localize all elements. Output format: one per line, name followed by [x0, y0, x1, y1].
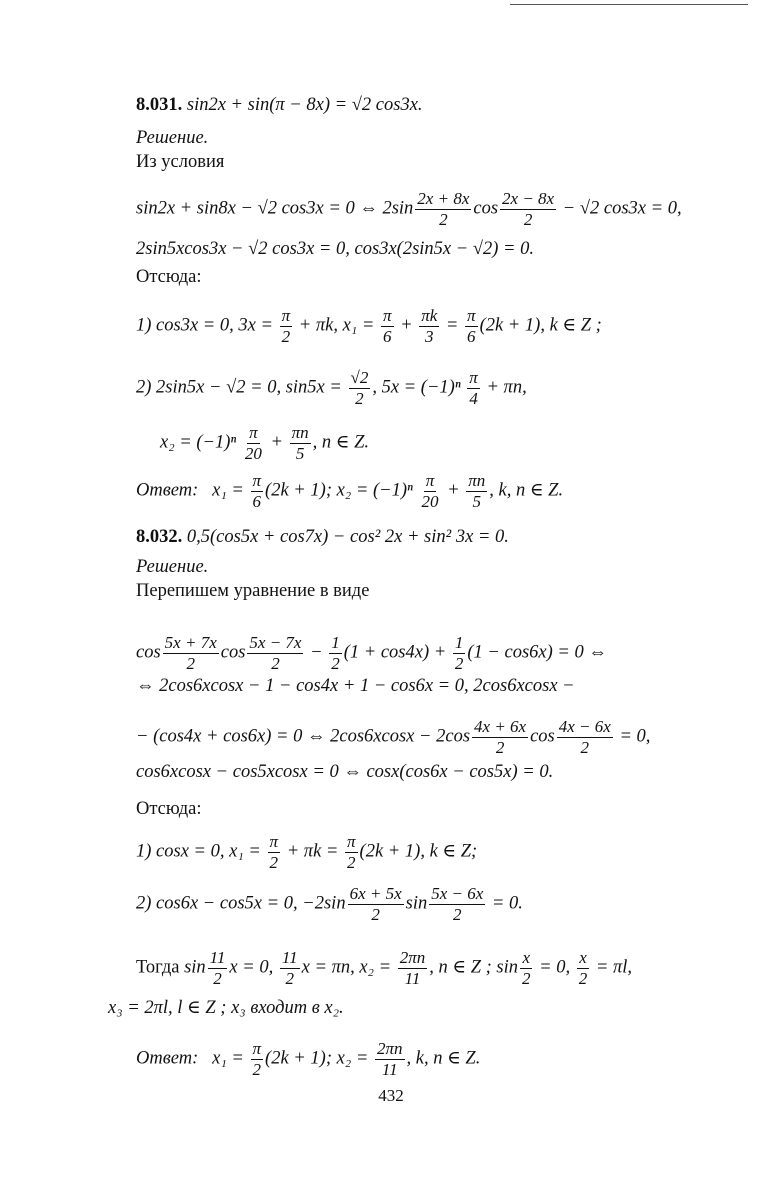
then-line: Тогда sin $\frac{11}{2}$ x = 0, $\frac{11}{2}$ x = πn, x₂ = $\frac{2\pi n}{11}$ , n ∈ Z ; sin $\frac{x}{2}$ = 0, $\frac{x}{2}$ = πl, — [136, 948, 632, 988]
x3-line: x₃ = 2πl, l ∈ Z ; x₃ входит в x₂. — [108, 998, 344, 1018]
page-number: 432 — [378, 1086, 404, 1105]
equation-line: − (cos4x + cos6x) = 0 ⇔ 2cos6xcosx − 2cos $\frac{4x + 6x}{2}$ cos $\frac{4x - 6x}{2}$ = 0, — [136, 717, 651, 757]
case-2-solution-line: x₂ = (−1)ⁿ $\frac{\pi}{20}$ + $\frac{\pi n}{5}$ , n ∈ Z. — [160, 423, 370, 463]
fraction: $\frac{5x - 7x}{2}$ — [249, 633, 302, 673]
from-condition-text: Из условия — [136, 152, 225, 172]
problem-label: 8.031. — [136, 95, 183, 115]
equation-line: 2sin5xcos3x − √2 cos3x = 0, cos3x(2sin5x − √2) = 0. — [136, 239, 535, 259]
fraction: $\frac{\pi}{20}$ — [244, 423, 262, 463]
fraction: $\frac{\pi}{2}$ — [269, 832, 279, 872]
fraction: $\frac{\pi}{4}$ — [469, 368, 478, 408]
fraction: $\frac{5x - 6x}{2}$ — [431, 884, 484, 924]
answer-label: Ответ: — [136, 1048, 199, 1069]
solution-label: Решение. — [136, 128, 209, 148]
case-1-line: 1) cosx = 0, x₁ = $\frac{\pi}{2}$ + πk = $\frac{\pi}{2}$ (2k + 1), k ∈ Z; — [136, 832, 478, 872]
fraction: $\frac{\pi}{6}$ — [252, 471, 262, 511]
fraction: $\frac{11}{2}$ — [281, 948, 298, 988]
hence-text: Отсюда: — [136, 267, 202, 287]
fraction: $\frac{4x - 6x}{2}$ — [558, 717, 611, 757]
answer-line: Ответ: x₁ = $\frac{\pi}{2}$ (2k + 1); x₂ = $\frac{2\pi n}{11}$ , k, n ∈ Z. — [136, 1039, 481, 1079]
rewrite-text: Перепишем уравнение в виде — [136, 581, 370, 601]
fraction: $\frac{6x + 5x}{2}$ — [349, 884, 402, 924]
equation-line: sin2x + sin8x − √2 cos3x = 0 ⇔ 2sin $\frac{2x + 8x}{2}$ cos $\frac{2x - 8x}{2}$ − √2 cos3x = 0, — [136, 189, 682, 229]
answer-label: Ответ: — [136, 480, 199, 501]
problem-label: 8.032. — [136, 527, 183, 547]
problem-8031-header — [136, 94, 423, 116]
fraction: $\frac{\pi}{2}$ — [252, 1039, 262, 1079]
fraction: $\frac{x}{2}$ — [578, 948, 588, 988]
fraction: $\frac{2x - 8x}{2}$ — [502, 189, 555, 229]
fraction: $\frac{\pi k}{3}$ — [421, 306, 438, 346]
fraction: $\frac{1}{2}$ — [454, 633, 464, 673]
problem-equation: 0,5(cos5x + cos7x) − cos² 2x + sin² 3x = 0. — [186, 527, 509, 547]
solution-label: Решение. — [136, 557, 209, 577]
fraction: $\frac{2\pi n}{11}$ — [376, 1039, 403, 1079]
fraction: $\frac{\pi n}{5}$ — [291, 423, 309, 463]
equation-line: ⇔ 2cos6xcosx − 1 − cos4x + 1 − cos6x = 0, 2cos6xcosx − — [136, 676, 575, 696]
fraction: $\frac{2x + 8x}{2}$ — [417, 189, 470, 229]
fraction: $\frac{1}{2}$ — [331, 633, 340, 673]
fraction: $\frac{5x + 7x}{2}$ — [164, 633, 217, 673]
case-2-line: 2) cos6x − cos5x = 0, −2sin $\frac{6x + 5x}{2}$ sin $\frac{5x - 6x}{2}$ = 0. — [136, 884, 523, 924]
equation-line: cos $\frac{5x + 7x}{2}$ cos $\frac{5x - 7x}{2}$ − $\frac{1}{2}$ (1 + cos4x) + $\frac{1}{2}$ (1 − cos6x) = 0 ⇔ — [136, 633, 607, 673]
answer-line: Ответ: x₁ = $\frac{\pi}{6}$ (2k + 1); x₂ = (−1)ⁿ $\frac{\pi}{20}$ + $\frac{\pi n}{5}$ , k, n ∈ Z. — [136, 471, 564, 511]
fraction: $\frac{x}{2}$ — [521, 948, 531, 988]
case-1-line: 1) cos3x = 0, 3x = $\frac{\pi}{2}$ + πk, x₁ = $\frac{\pi}{6}$ + $\frac{\pi k}{3}$ = $\frac{\pi}{6}$ (2k + 1), k ∈ Z ; — [136, 306, 602, 346]
case-2-line: 2) 2sin5x − √2 = 0, sin5x = $\frac{√2}{2}$ , 5x = (−1)ⁿ $\frac{\pi}{4}$ + πn, — [136, 368, 527, 408]
problem-equation: sin2x + sin(π − 8x) = √2 cos3x. — [186, 95, 423, 115]
fraction: $\frac{2\pi n}{11}$ — [399, 948, 426, 988]
fraction: $\frac{√2}{2}$ — [350, 368, 369, 408]
fraction: $\frac{\pi}{2}$ — [281, 306, 291, 346]
hence-text: Отсюда: — [136, 799, 202, 819]
equation-line: cos6xcosx − cos5xcosx = 0 ⇔ cosx(cos6x − cos5x) = 0. — [136, 762, 554, 782]
fraction: $\frac{\pi}{2}$ — [347, 832, 356, 872]
problem-8032-header — [136, 526, 509, 548]
top-rule — [510, 4, 748, 5]
fraction: $\frac{\pi}{6}$ — [467, 306, 476, 346]
fraction: $\frac{11}{2}$ — [209, 948, 226, 988]
fraction: $\frac{\pi}{20}$ — [421, 471, 439, 511]
fraction: $\frac{\pi n}{5}$ — [468, 471, 486, 511]
fraction: $\frac{\pi}{6}$ — [382, 306, 392, 346]
fraction: $\frac{4x + 6x}{2}$ — [474, 717, 527, 757]
